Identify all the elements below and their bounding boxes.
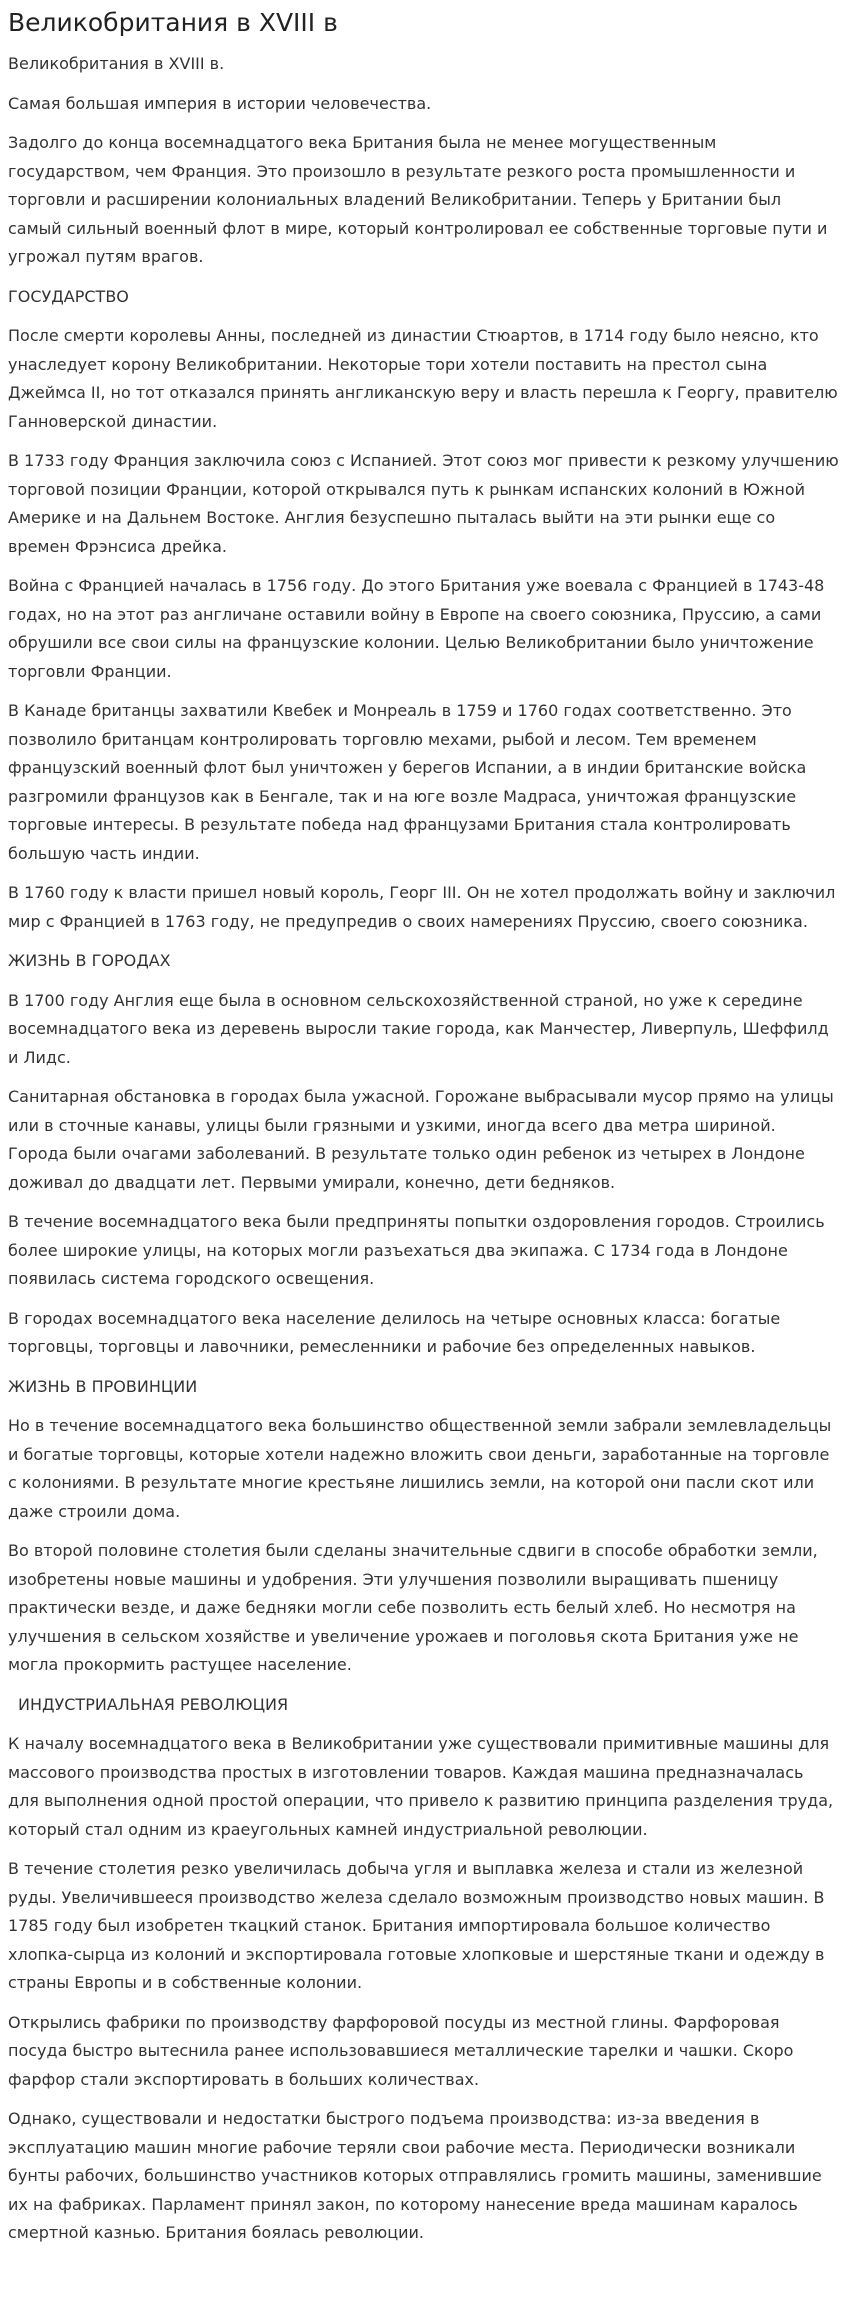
article [0,8,847,2248]
section-heading: ГОСУДАРСТВО [8,286,129,306]
paragraph: В 1700 году Англия еще была в основном сельскохозяйственной страной, но уже к середине восемнадцатого века из деревень выросли такие города, как Манчестер, Ливерпуль, Шеффилд и Лидс. [8,990,829,1067]
paragraph: В 1760 году к власти пришел новый король, Георг III. Он не хотел продолжать войну и заключил мир с Францией в 1763 году, не предупредив о своих намерениях Пруссию, своего союзника. [8,883,836,931]
section-heading: ЖИЗНЬ В ГОРОДАХ [8,951,171,970]
section-heading: ИНДУСТРИАЛЬНАЯ РЕВОЛЮЦИЯ [18,1694,289,1714]
paragraph: Однако, существовали и недостатки быстрого подъема производства: из-за введения в эксплуатацию машин многие рабочие теряли свои рабочие места. Периодически возникали бунты рабочих, большинство участников которых отправлялись громить машины, заменившие их на фабриках. Парламент принял закон, по которому нанесение вреда машинам каралось смертной казнью. Британия боялась революции. [8,2109,822,2242]
paragraph: В течение столетия резко увеличилась добыча угля и выплавка железа и стали из железной руды. Увеличившееся производство железа сделало возможным производство новых машин. В 1785 году был изобретен ткацкий станок. Британия импортировала большое количество хлопка-сырца из колоний и экспортировала готовые хлопковые и шерстяные ткани и одежду в страны Европы и в собственные колонии. [8,1859,825,1992]
paragraph: В Канаде британцы захватили Квебек и Монреаль в 1759 и 1760 годах соответственно. Это позволило британцам контролировать торговлю мехами, рыбой и лесом. Тем временем французский военный флот был уничтожен у берегов Испании, а в индии британские войска разгромили французов как в Бенгале, так и на юге возле Мадраса, уничтожая французские торговые интересы. В результате победа над французами Британия стала контролировать большую часть индии. [8,701,807,863]
page-title: Великобритания в XVIII в [8,8,338,37]
paragraph: В 1733 году Франция заключила союз с Испанией. Этот союз мог привести к резкому улучшению торговой позиции Франции, которой открывался путь к рынкам испанских колоний в Южной Америке и на Дальнем Востоке. Англия безуспешно пыталась выйти на эти рынки еще со времен Фрэнсиса дрейка. [8,451,839,556]
paragraph: К началу восемнадцатого века в Великобритании уже существовали примитивные машины для массового производства простых в изготовлении товаров. Каждая машина предназначалась для выполнения одной простой операции, что привело к развитию принципа разделения труда, который стал одним из краеугольных камней индустриальной революции. [8,1734,834,1839]
article-body [8,50,839,2248]
paragraph: Великобритания в XVIII в. [8,54,225,73]
paragraph: Задолго до конца восемнадцатого века Британия была не менее могущественным государством, чем Франция. Это произошло в результате резкого роста промышленности и торговли и расширении колониальных владений Великобритании. Теперь у Британии был самый сильный военный флот в мире, который контролировал ее собственные торговые пути и угрожал путям врагов. [8,133,828,266]
paragraph: Во второй половине столетия были сделаны значительные сдвиги в способе обработки земли, изобретены новые машины и удобрения. Эти улучшения позволили выращивать пшеницу практически везде, и даже бедняки могли себе позволить есть белый хлеб. Но несмотря на улучшения в сельском хозяйстве и увеличение урожаев и поголовья скота Британия уже не могла прокормить растущее население. [8,1541,818,1674]
paragraph: После смерти королевы Анны, последней из династии Стюартов, в 1714 году было неясно, кто унаследует корону Великобритании. Некоторые тори хотели поставить на престол сына Джеймса II, но тот отказался принять англиканскую веру и власть перешла к Георгу, правителю Ганноверской династии. [8,326,838,431]
paragraph: В городах восемнадцатого века население делилось на четыре основных класса: богатые торговцы, торговцы и лавочники, ремесленники и рабочие без определенных навыков. [8,1308,781,1356]
paragraph: Но в течение восемнадцатого века большинство общественной земли забрали землевладельцы и богатые торговцы, которые хотели надежно вложить свои деньги, заработанные на торговле с колониями. В результате многие крестьяне лишились земли, на которой они пасли скот или даже строили дома. [8,1416,832,1521]
paragraph: Самая большая империя в истории человечества. [8,93,432,113]
paragraph: Война с Францией началась в 1756 году. До этого Британия уже воевала с Францией в 1743-48 годах, но на этот раз англичане оставили войну в Европе на своего союзника, Пруссию, а сами обрушили все свои силы на французские колонии. Целью Великобритании было уничтожение торговли Франции. [8,576,825,681]
section-heading: ЖИЗНЬ В ПРОВИНЦИИ [8,1376,198,1396]
paragraph: Открылись фабрики по производству фарфоровой посуды из местной глины. Фарфоровая посуда быстро вытеснила ранее использовавшиеся металлические тарелки и чашки. Скоро фарфор стали экспортировать в больших количествах. [8,2012,794,2089]
paragraph: Санитарная обстановка в городах была ужасной. Горожане выбрасывали мусор прямо на улицы или в сточные канавы, улицы были грязными и узкими, иногда всего два метра шириной. Города были очагами заболеваний. В результате только один ребенок из четырех в Лондоне доживал до двадцати лет. Первыми умирали, конечно, дети бедняков. [8,1087,834,1192]
paragraph: В течение восемнадцатого века были предприняты попытки оздоровления городов. Строились более широкие улицы, на которых могли разъехаться два экипажа. С 1734 года в Лондоне появилась система городского освещения. [8,1212,825,1288]
